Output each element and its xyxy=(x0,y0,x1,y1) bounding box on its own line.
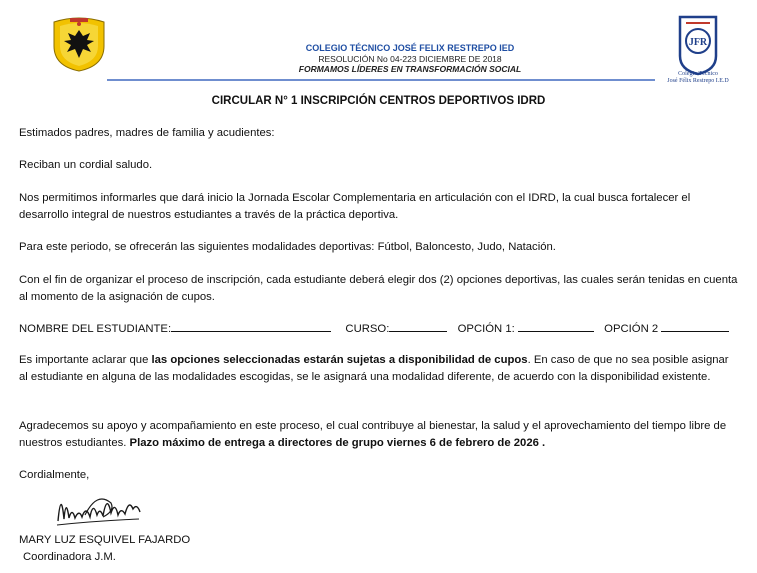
availability-post: . En caso de que no sea posible asignar al estudiante en alguna de las modalidades escogidas, se le asignará una modalidad diferente, de acuerdo con la disponibilidad existente. xyxy=(19,354,729,383)
svg-text:JFR: JFR xyxy=(688,37,708,48)
option1-blank[interactable] xyxy=(518,320,594,332)
course-blank[interactable] xyxy=(389,320,447,332)
paragraph-availability xyxy=(19,352,739,385)
motto: FORMAMOS LÍDERES EN TRANSFORMACIÓN SOCIAL xyxy=(298,64,522,74)
deadline-text: Plazo máximo de entrega a directores de grupo viernes 6 de febrero de 2026 . xyxy=(129,436,546,449)
paragraph-thanks xyxy=(19,418,739,451)
school-logo xyxy=(660,14,736,88)
student-name-label: NOMBRE DEL ESTUDIANTE: xyxy=(19,323,172,335)
resolution: RESOLUCIÓN No 04-223 DICIEMBRE DE 2018 xyxy=(318,54,502,64)
signer-role: Coordinadora J.M. xyxy=(23,551,116,563)
school-logo-text-1: Colegio Técnico xyxy=(678,71,718,77)
availability-highlight: las opciones seleccionadas estarán sujetas a disponibilidad de cupos xyxy=(151,354,528,366)
handwritten-signature xyxy=(55,485,145,529)
thanks-text: Agradecemos su apoyo y acompañamiento en este proceso, el cual contribuye al bienestar, la salud y el aprovechamiento del tiempo libre de nuestros estudiantes. xyxy=(19,420,727,449)
bogota-coat-of-arms-logo xyxy=(50,16,108,72)
option1-label: OPCIÓN 1: xyxy=(457,323,515,335)
option2-blank[interactable] xyxy=(661,320,729,332)
header-divider xyxy=(107,79,655,81)
closing: Cordialmente, xyxy=(19,469,90,481)
option2-label: OPCIÓN 2 xyxy=(604,323,659,335)
school-name: COLEGIO TÉCNICO JOSÉ FELIX RESTREPO IED xyxy=(305,43,515,53)
school-logo-text-2: José Félix Restrepo I.E.D xyxy=(667,78,729,84)
paragraph-modalities: Para este periodo, se ofrecerán las siguientes modalidades deportivas: Fútbol, Baloncesto, Judo, Natación. xyxy=(19,241,556,253)
salutation: Reciban un cordial saludo. xyxy=(19,159,153,171)
paragraph-intro: Nos permitimos informarles que dará inicio la Jornada Escolar Complementaria en articulación con el IDRD, la cual busca fortalecer el desarrollo integral de nuestros estudiantes a través de la práctica deportiva. xyxy=(19,192,691,221)
paragraph-options: Con el fin de organizar el proceso de inscripción, cada estudiante deberá elegir dos (2) opciones deportivas, las cuales serán tenidas en cuenta al momento de la asignación de cupos. xyxy=(19,274,738,303)
greeting: Estimados padres, madres de familia y acudientes: xyxy=(19,127,275,139)
registration-form-line xyxy=(19,320,739,338)
student-name-blank[interactable] xyxy=(171,320,331,332)
circular-title: CIRCULAR N° 1 INSCRIPCIÓN CENTROS DEPORTIVOS IDRD xyxy=(211,95,546,107)
signer-name: MARY LUZ ESQUIVEL FAJARDO xyxy=(19,534,191,546)
course-label: CURSO: xyxy=(345,323,390,335)
availability-pre: Es importante aclarar que xyxy=(19,354,152,366)
